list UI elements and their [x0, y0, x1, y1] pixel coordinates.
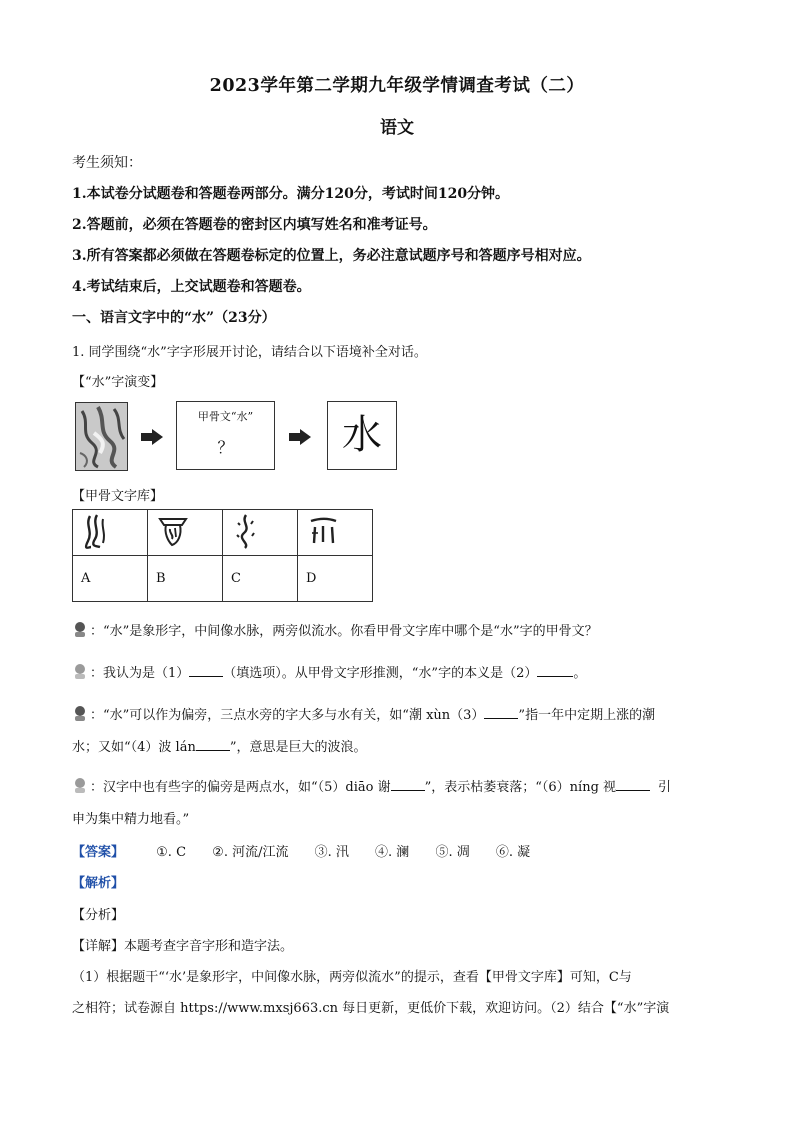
subject-title: 语文	[380, 118, 414, 138]
option-a: A	[73, 556, 148, 602]
water-picture	[75, 402, 128, 471]
dialog-line-4: ：汉字中也有些字的偏旁是两点水，如“（5）diāo 谢 ”，表示枯萎衰落；“（6）níng 视 引	[72, 776, 671, 795]
blank-2	[537, 662, 573, 677]
glyph-d	[298, 510, 373, 556]
option-b: B	[148, 556, 223, 602]
oracle-box-question: ？	[217, 438, 234, 457]
answer-item: ③. 汛	[314, 845, 349, 860]
analysis-label: 【解析】	[72, 876, 125, 891]
dialog-line-3: ：“水”可以作为偏旁，三点水旁的字大多与水有关，如“潮 xùn（3） ”指一年中定期上涨的潮	[72, 704, 655, 723]
fenxi-label: 【分析】	[72, 908, 125, 923]
option-c: C	[223, 556, 298, 602]
detail-line: 【详解】本题考查字音字形和造字法。	[72, 939, 294, 954]
modern-water-char: 水	[327, 401, 397, 470]
answer-label: 【答案】	[72, 845, 125, 860]
student-avatar-icon	[72, 663, 88, 679]
answer-item: ⑥. 凝	[495, 845, 531, 860]
student-avatar-icon	[72, 777, 88, 793]
exam-title: 2023学年第二学期九年级学情调查考试（二）	[209, 76, 585, 96]
blank-5	[391, 776, 425, 791]
answer-row	[72, 841, 552, 860]
notice-item-3: 3.所有答案都必须做在答题卷标定的位置上，务必注意试题序号和答题序号相对应。	[72, 248, 591, 264]
notice-item-1: 1.本试卷分试题卷和答题卷两部分。满分120分，考试时间120分钟。	[72, 186, 510, 202]
blank-3	[484, 704, 518, 719]
blank-4	[196, 736, 230, 751]
student-avatar-icon	[72, 705, 88, 721]
notice-heading: 考生须知：	[72, 155, 142, 171]
section-heading: 一、语言文字中的“水”（23分）	[72, 310, 276, 326]
answer-item: ⑤. 凋	[435, 845, 470, 860]
oracle-box	[176, 401, 275, 470]
dialog-line-4b: 申为集中精力地看。”	[72, 812, 190, 827]
dialog-line-1: ：“水”是象形字，中间像水脉，两旁似流水。你看甲骨文字库中哪个是“水”字的甲骨文？	[72, 620, 598, 639]
oracle-library-table	[72, 509, 373, 602]
dialog-line-2: ：我认为是（1） （填选项）。从甲骨文字形推测，“水”字的本义是（2） 。	[72, 662, 586, 681]
blank-6	[616, 776, 650, 791]
analysis-para-2: 之相符；试卷源自 https://www.mxsj663.cn 每日更新，更低价下载，欢迎访问。（2）结合【“水”字演	[72, 1001, 670, 1016]
notice-item-2: 2.答题前，必须在答题卷的密封区内填写姓名和准考证号。	[72, 217, 437, 233]
option-d: D	[298, 556, 373, 602]
glyph-c	[223, 510, 298, 556]
arrow-right-icon	[289, 429, 311, 449]
notice-item-4: 4.考试结束后，上交试题卷和答题卷。	[72, 279, 311, 295]
oracle-box-label: 甲骨文“水”	[197, 410, 254, 423]
evolution-label: 【“水”字演变】	[72, 375, 164, 390]
answer-item: ①. C	[156, 845, 187, 860]
arrow-right-icon	[141, 429, 163, 449]
glyph-b	[148, 510, 223, 556]
glyph-a	[73, 510, 148, 556]
question-1: 1. 同学围绕“水”字字形展开讨论，请结合以下语境补全对话。	[72, 345, 427, 360]
analysis-para-1: （1）根据题干“‘水’是象形字，中间像水脉，两旁似流水”的提示，查看【甲骨文字库】可知，C与	[72, 970, 632, 985]
library-label: 【甲骨文字库】	[72, 489, 164, 504]
dialog-line-3b: 水；又如“（4）波 lán ”，意思是巨大的波浪。	[72, 736, 367, 755]
blank-1	[189, 662, 223, 677]
answer-item: ④. 澜	[375, 845, 410, 860]
answer-item: ②. 河流/江流	[212, 845, 289, 860]
student-avatar-icon	[72, 621, 88, 637]
